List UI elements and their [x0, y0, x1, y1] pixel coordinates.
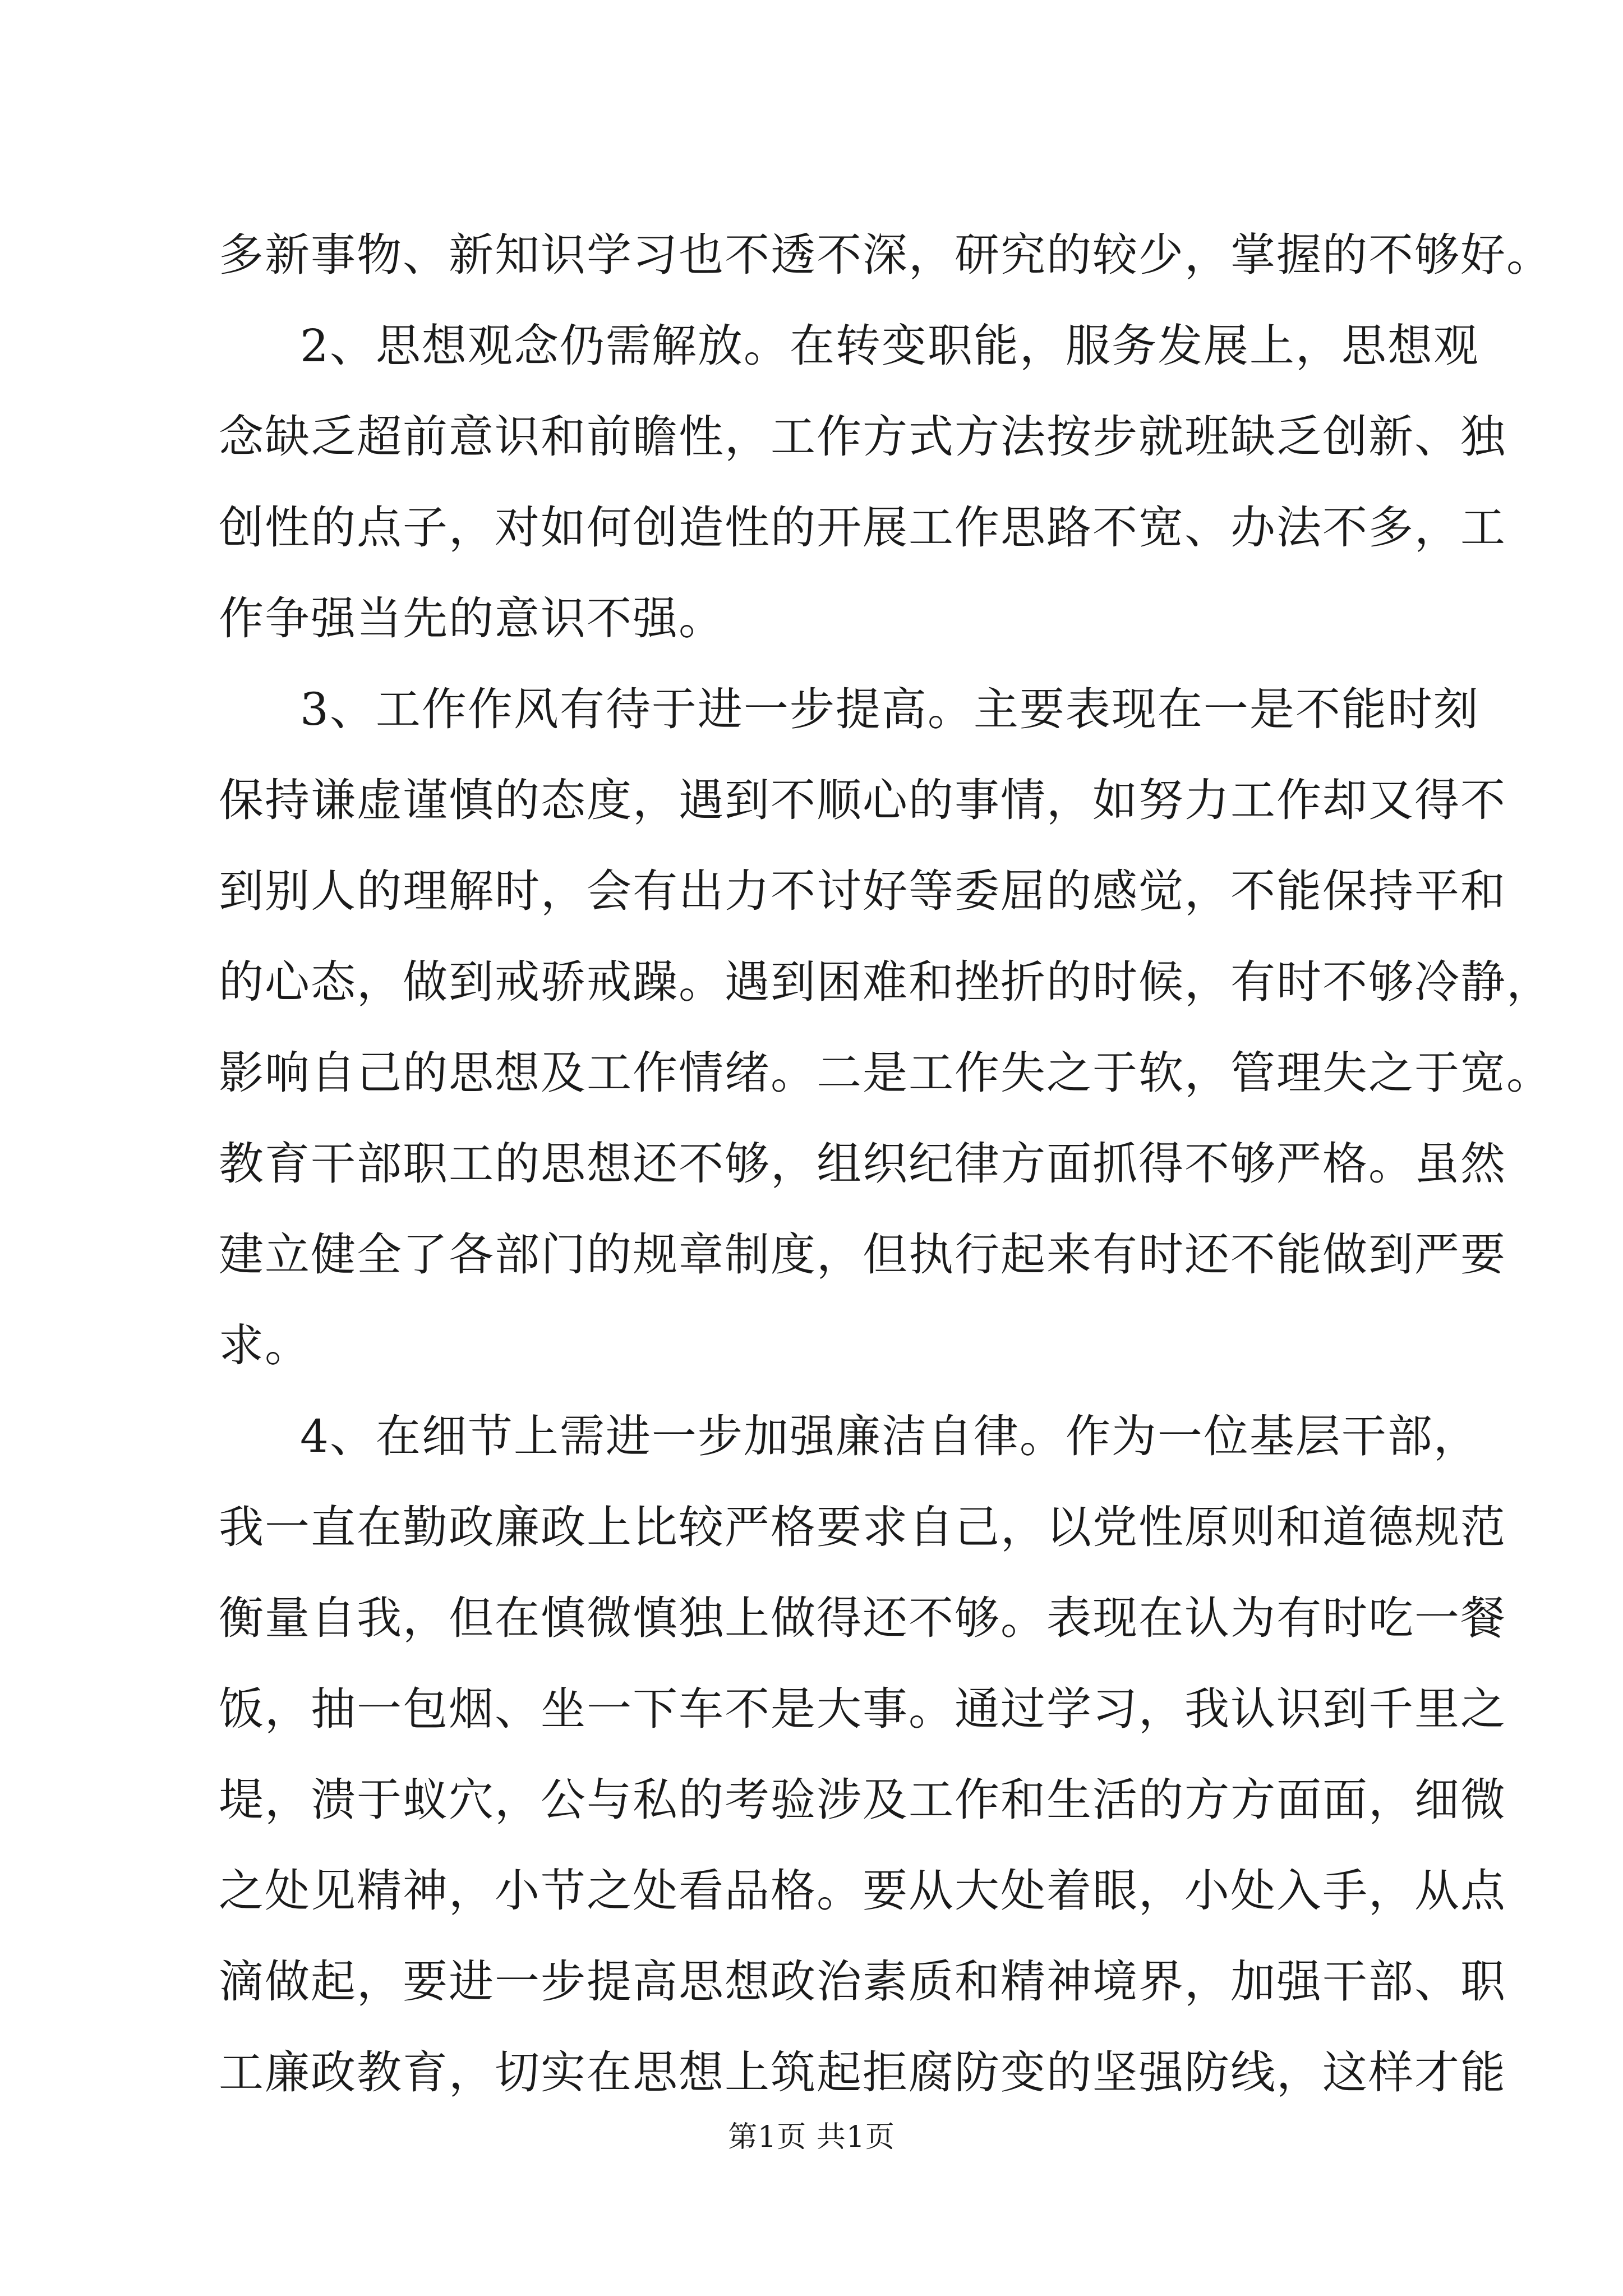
- page-footer: 第1页 共1页: [728, 2120, 895, 2154]
- text-line: 保持谦虚谨慎的态度，遇到不顺心的事情，如努力工作却又得不: [219, 774, 1506, 826]
- text-line: 之处见精神，小节之处看品格。要从大处着眼，小处入手，从点: [219, 1865, 1506, 1917]
- paragraph-2-start: 2、思想观念仍需解放。在转变职能，服务发展上，思想观: [300, 320, 1479, 372]
- text-line: 影响自己的思想及工作情绪。二是工作失之于软，管理失之于宽。: [219, 1047, 1552, 1099]
- text-line: 饭，抽一包烟、坐一下车不是大事。通过学习，我认识到千里之: [219, 1683, 1506, 1735]
- text-line: 教育干部职工的思想还不够，组织纪律方面抓得不够严格。虽然: [219, 1138, 1506, 1190]
- paragraph-3-start: 3、工作作风有待于进一步提高。主要表现在一是不能时刻: [300, 683, 1479, 735]
- text-line: 念缺乏超前意识和前瞻性，工作方式方法按步就班缺乏创新、独: [219, 411, 1506, 463]
- text-line: 的心态，做到戒骄戒躁。遇到困难和挫折的时候，有时不够冷静，: [219, 956, 1552, 1008]
- text-line: 到别人的理解时，会有出力不讨好等委屈的感觉，不能保持平和: [219, 865, 1506, 917]
- text-line: 堤，溃于蚁穴，公与私的考验涉及工作和生活的方方面面，细微: [219, 1774, 1506, 1826]
- text-line: 多新事物、新知识学习也不透不深，研究的较少，掌握的不够好。: [219, 229, 1552, 281]
- text-line: 衡量自我，但在慎微慎独上做得还不够。表现在认为有时吃一餐: [219, 1592, 1506, 1644]
- text-line: 工廉政教育，切实在思想上筑起拒腐防变的坚强防线，这样才能: [219, 2046, 1506, 2099]
- paragraph-4-start: 4、在细节上需进一步加强廉洁自律。作为一位基层干部，: [300, 1410, 1479, 1462]
- text-line: 我一直在勤政廉政上比较严格要求自己，以党性原则和道德规范: [219, 1501, 1506, 1553]
- text-line: 作争强当先的意识不强。: [219, 592, 725, 645]
- text-line: 建立健全了各部门的规章制度，但执行起来有时还不能做到严要: [219, 1228, 1506, 1281]
- text-line: 滴做起，要进一步提高思想政治素质和精神境界，加强干部、职: [219, 1955, 1506, 2008]
- text-line: 求。: [219, 1319, 311, 1372]
- text-line: 创性的点子，对如何创造性的开展工作思路不宽、办法不多，工: [219, 501, 1506, 554]
